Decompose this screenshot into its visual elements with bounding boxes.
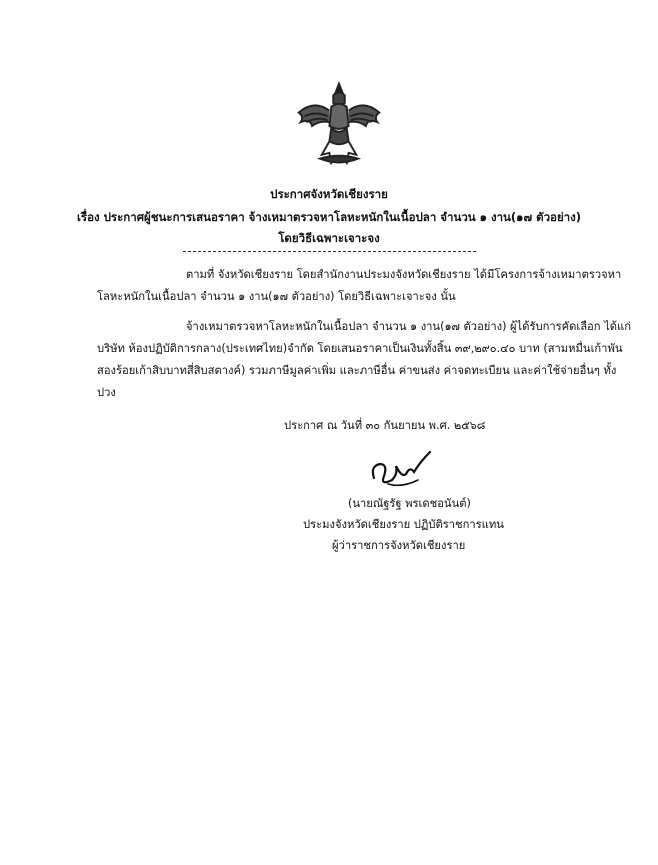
document-subject-method: โดยวิธีเฉพาะเจาะจง (278, 231, 380, 245)
title-divider (183, 251, 476, 252)
paragraph2-line2: บริษัท ห้องปฏิบัติการกลาง(ประเทศไทย)จำกัด โดยเสนอราคาเป็นเงินทั้งสิ้น ๓๙,๒๙๐.๔๐ บาท (สามหมื่นเก้าพัน (97, 342, 623, 355)
signer-position-acting: ผู้ว่าราชการจังหวัดเชียงราย (332, 539, 466, 552)
paragraph2-line1: จ้างเหมาตรวจหาโลหะหนักในเนื้อปลา จำนวน ๑ งาน(๑๗ ตัวอย่าง) ผู้ได้รับการคัดเลือก ได้แก่ (186, 320, 631, 333)
signature-icon (366, 444, 436, 492)
document-subject: เรื่อง ประกาศผู้ชนะการเสนอราคา จ้างเหมาตรวจหาโลหะหนักในเนื้อปลา จำนวน ๑ งาน(๑๗ ตัวอย่าง) (76, 210, 582, 224)
signer-position: ประมงจังหวัดเชียงราย ปฏิบัติราชการแทน (303, 518, 504, 531)
garuda-emblem-icon (291, 78, 387, 174)
paragraph1-line2: โลหะหนักในเนื้อปลา จำนวน ๑ งาน(๑๗ ตัวอย่าง) โดยวิธีเฉพาะเจาะจง นั้น (97, 290, 456, 303)
paragraph2-line4: ปวง (97, 386, 116, 399)
announcement-date: ประกาศ ณ วันที่ ๓๐ กันยายน พ.ศ. ๒๕๖๘ (284, 419, 486, 432)
paragraph1-line1: ตามที่ จังหวัดเชียงราย โดยสำนักงานประมงจังหวัดเชียงราย ได้มีโครงการจ้างเหมาตรวจหา (186, 268, 622, 281)
paragraph2-line3: สองร้อยเก้าสิบบาทสี่สิบสตางค์) รวมภาษีมูลค่าเพิ่ม และภาษีอื่น ค่าขนส่ง ค่าจดทะเบียน และค่าใช้จ่ายอื่นๆ ทั้ง (97, 364, 617, 377)
document-title: ประกาศจังหวัดเชียงราย (270, 187, 388, 201)
signer-name: (นายณัฐรัฐ พรเดชอนันต์) (348, 497, 471, 510)
